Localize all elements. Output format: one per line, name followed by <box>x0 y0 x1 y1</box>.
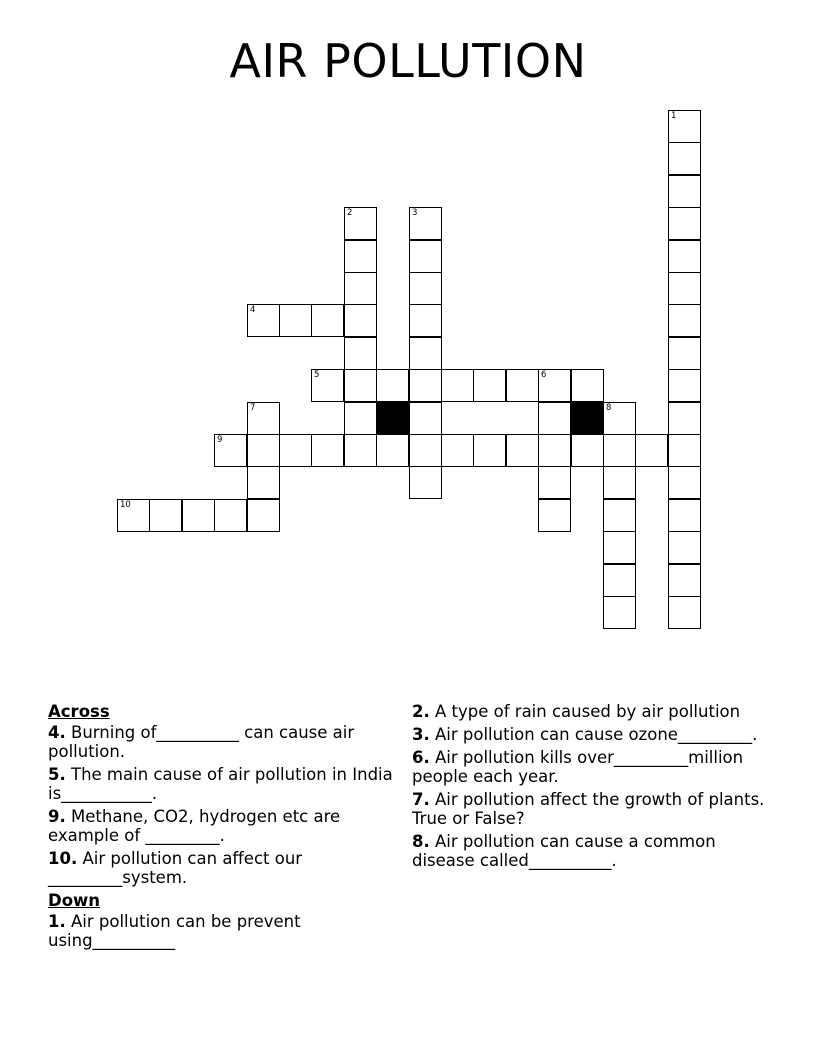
grid-cell[interactable] <box>668 564 701 597</box>
grid-cell[interactable] <box>279 434 312 467</box>
across-heading: Across <box>48 702 110 721</box>
grid-cell[interactable] <box>441 434 474 467</box>
grid-cell[interactable] <box>668 531 701 564</box>
clue-down-6: 6. Air pollution kills over_________million people each year. <box>412 748 744 786</box>
clue-down-2: 2. A type of rain caused by air pollution <box>412 702 741 721</box>
grid-cell[interactable] <box>473 369 506 402</box>
grid-cell[interactable] <box>409 240 442 273</box>
grid-cell[interactable] <box>538 402 571 435</box>
grid-cell[interactable] <box>538 434 571 467</box>
grid-cell[interactable] <box>409 337 442 370</box>
clue-down-7: 7. Air pollution affect the growth of plants. True or False? <box>412 790 765 828</box>
grid-cell[interactable] <box>344 272 377 305</box>
grid-cell[interactable] <box>344 369 377 402</box>
grid-cell[interactable] <box>182 499 215 532</box>
clue-number: 1 <box>671 111 677 121</box>
grid-cell[interactable] <box>376 434 409 467</box>
grid-cell[interactable] <box>668 142 701 175</box>
grid-cell[interactable] <box>214 499 247 532</box>
puzzle-title: AIR POLLUTION <box>229 34 587 88</box>
grid-cell[interactable] <box>311 369 344 402</box>
grid-cell[interactable] <box>603 402 636 435</box>
grid-cell[interactable] <box>247 434 280 467</box>
clue-down-1: 1. Air pollution can be prevent using__________ <box>48 912 301 950</box>
grid-cell[interactable] <box>311 304 344 337</box>
grid-cell[interactable] <box>668 337 701 370</box>
clues-column-left <box>48 702 393 954</box>
grid-cell[interactable] <box>668 466 701 499</box>
grid-cell[interactable] <box>668 304 701 337</box>
grid-cell[interactable] <box>409 402 442 435</box>
clue-across-10: 10. Air pollution can affect our _________system. <box>48 849 303 887</box>
clue-across-5: 5. The main cause of air pollution in India is___________. <box>48 765 393 803</box>
grid-cell[interactable] <box>571 434 604 467</box>
grid-cell[interactable] <box>441 369 474 402</box>
grid-cell[interactable] <box>668 369 701 402</box>
grid-cell[interactable] <box>344 304 377 337</box>
grid-cell[interactable] <box>409 304 442 337</box>
grid-cell[interactable] <box>409 207 442 240</box>
clue-number: 10 <box>120 500 131 510</box>
clue-number: 8 <box>606 403 612 413</box>
grid-cell[interactable] <box>668 596 701 629</box>
grid-cell[interactable] <box>668 499 701 532</box>
clue-number: 4 <box>250 305 256 315</box>
grid-cell[interactable] <box>668 402 701 435</box>
clue-across-4: 4. Burning of__________ can cause air pollution. <box>48 723 355 761</box>
clue-number: 2 <box>347 208 353 218</box>
grid-cell[interactable] <box>603 596 636 629</box>
grid-cell[interactable] <box>376 369 409 402</box>
grid-cell[interactable] <box>149 499 182 532</box>
clue-number: 3 <box>412 208 418 218</box>
grid-cell[interactable] <box>279 304 312 337</box>
clue-across-9: 9. Methane, CO2, hydrogen etc are example of _________. <box>48 807 341 845</box>
clue-number: 9 <box>217 435 223 445</box>
grid-cell[interactable] <box>603 466 636 499</box>
grid-cell[interactable] <box>603 499 636 532</box>
grid-cell[interactable] <box>603 434 636 467</box>
grid-cell[interactable] <box>117 499 150 532</box>
grid-cell[interactable] <box>409 369 442 402</box>
grid-cell[interactable] <box>409 434 442 467</box>
clue-number: 6 <box>541 370 547 380</box>
grid-cell[interactable] <box>214 434 247 467</box>
grid-cell[interactable] <box>506 369 539 402</box>
grid-cell[interactable] <box>473 434 506 467</box>
grid-cell[interactable] <box>668 207 701 240</box>
clue-number: 7 <box>250 403 256 413</box>
grid-cell[interactable] <box>571 369 604 402</box>
grid-cell[interactable] <box>344 207 377 240</box>
grid-cell[interactable] <box>668 175 701 208</box>
grid-cell[interactable] <box>538 369 571 402</box>
grid-cell[interactable] <box>247 402 280 435</box>
grid-block <box>571 402 604 435</box>
grid-cell[interactable] <box>668 110 701 143</box>
grid-cell[interactable] <box>344 240 377 273</box>
grid-cell[interactable] <box>409 272 442 305</box>
clue-down-8: 8. Air pollution can cause a common disease called__________. <box>412 832 716 870</box>
clues-column-right <box>412 702 782 874</box>
grid-cell[interactable] <box>668 240 701 273</box>
grid-cell[interactable] <box>344 402 377 435</box>
grid-cell[interactable] <box>247 499 280 532</box>
grid-cell[interactable] <box>668 434 701 467</box>
grid-cell[interactable] <box>311 434 344 467</box>
grid-cell[interactable] <box>635 434 668 467</box>
clue-down-3: 3. Air pollution can cause ozone_________. <box>412 725 758 744</box>
clue-number: 5 <box>314 370 320 380</box>
grid-cell[interactable] <box>247 304 280 337</box>
grid-cell[interactable] <box>603 564 636 597</box>
grid-cell[interactable] <box>668 272 701 305</box>
grid-cell[interactable] <box>344 434 377 467</box>
grid-cell[interactable] <box>506 434 539 467</box>
grid-cell[interactable] <box>344 337 377 370</box>
grid-block <box>376 402 409 435</box>
grid-cell[interactable] <box>247 466 280 499</box>
grid-cell[interactable] <box>538 466 571 499</box>
grid-cell[interactable] <box>409 466 442 499</box>
down-heading: Down <box>48 891 101 910</box>
grid-cell[interactable] <box>538 499 571 532</box>
grid-cell[interactable] <box>603 531 636 564</box>
